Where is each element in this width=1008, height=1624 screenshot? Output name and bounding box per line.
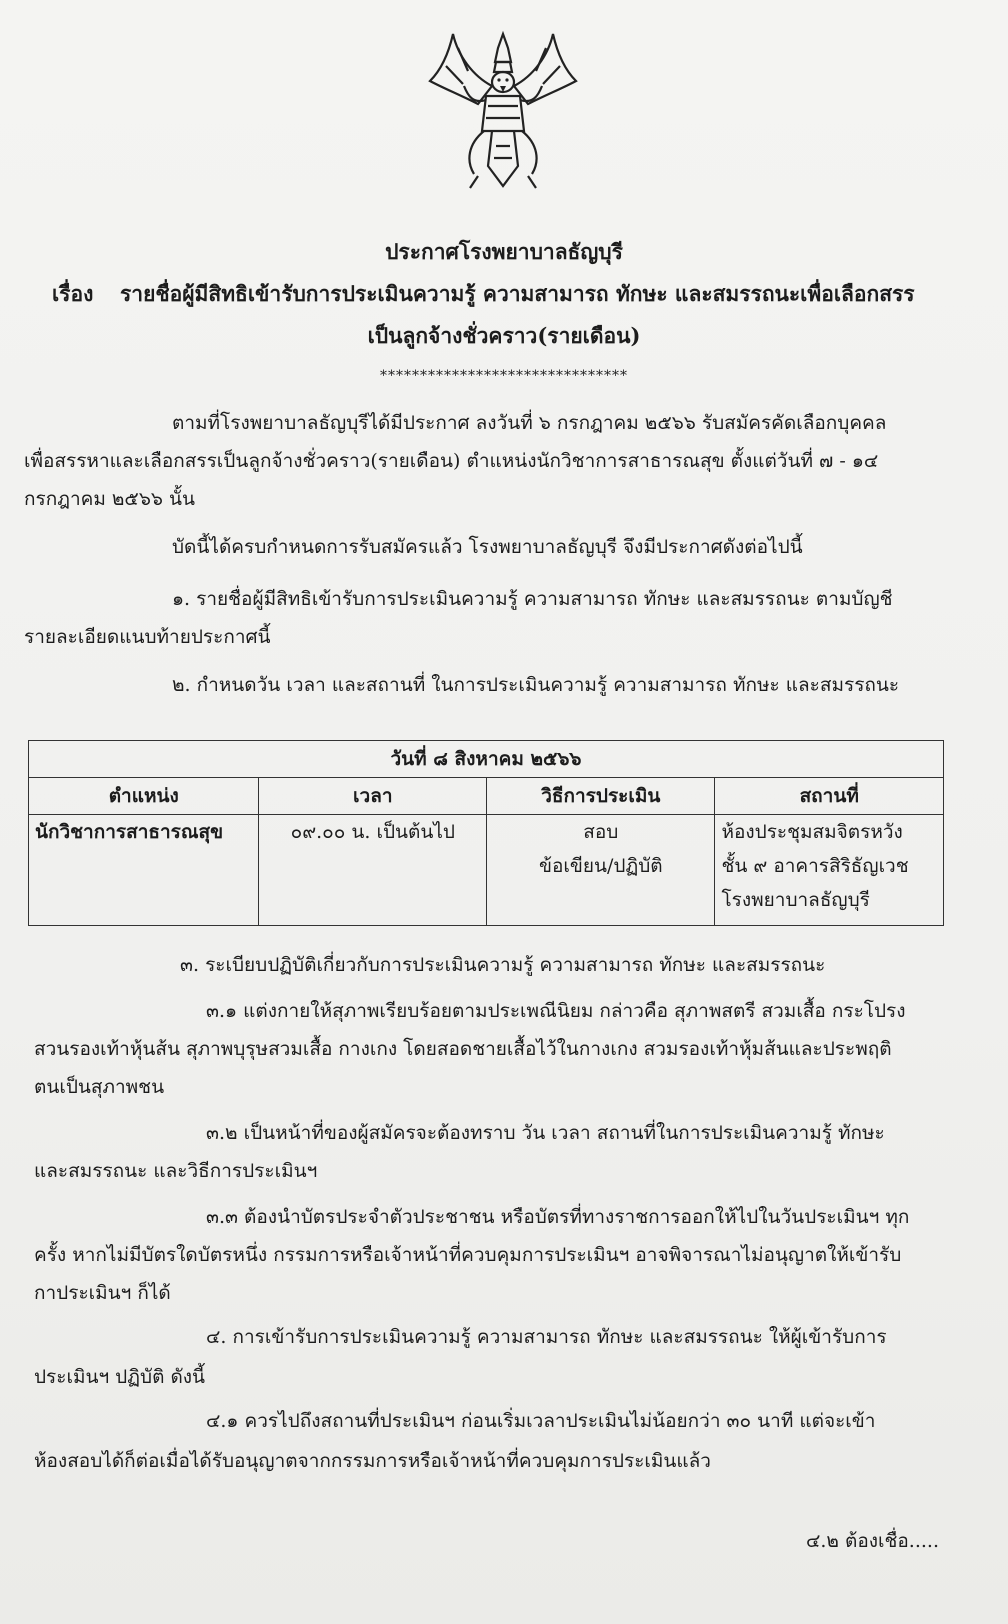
paragraph-1-line-3: กรกฎาคม ๒๕๖๖ นั้น (24, 488, 195, 510)
cell-place (715, 815, 944, 926)
column-header-place: สถานที่ (715, 778, 944, 815)
item-3-1-line-3: ตนเป็นสุภาพชน (34, 1076, 165, 1098)
place-line-2: ชั้น ๙ อาคารสิริธัญเวช (721, 855, 909, 877)
table-row (29, 815, 944, 926)
item-1-line-2: รายละเอียดแนบท้ายประกาศนี้ (24, 626, 271, 648)
item-3-3-line-1: ๓.๓ ต้องนำบัตรประจำตัวประชาชน หรือบัตรที่ทางราชการออกให้ไปในวันประเมินฯ ทุก (206, 1206, 910, 1228)
item-3-1-line-1: ๓.๑ แต่งกายให้สุภาพเรียบร้อยตามประเพณีนิยม กล่าวคือ สุภาพสตรี สวมเสื้อ กระโปรง (206, 1000, 906, 1022)
item-3-3-line-2: ครั้ง หากไม่มีบัตรใดบัตรหนึ่ง กรรมการหรือเจ้าหน้าที่ควบคุมการประเมินฯ อาจพิจารณาไม่อนุญาตให้เข้ารับ (34, 1244, 902, 1266)
item-1-line-1: ๑. รายชื่อผู้มีสิทธิเข้ารับการประเมินความรู้ ความสามารถ ทักษะ และสมรรถนะ ตามบัญชี (172, 588, 893, 610)
schedule-table (28, 740, 944, 926)
item-4-line-2: ประเมินฯ ปฏิบัติ ดังนี้ (34, 1366, 206, 1388)
cell-time: ๐๙.๐๐ น. เป็นต้นไป (259, 815, 487, 926)
paragraph-1-line-2: เพื่อสรรหาและเลือกสรรเป็นลูกจ้างชั่วคราว(รายเดือน) ตำแหน่งนักวิชาการสาธารณสุข ตั้งแต่วันที่ ๗ - ๑๔ (24, 450, 879, 472)
separator: ******************************* (380, 368, 628, 384)
cell-method (487, 815, 715, 926)
item-3-2-line-1: ๓.๒ เป็นหน้าที่ของผู้สมัครจะต้องทราบ วัน เวลา สถานที่ในการประเมินความรู้ ทักษะ (206, 1122, 885, 1144)
item-3-2-line-2: และสมรรถนะ และวิธีการประเมินฯ (34, 1160, 318, 1182)
column-header-position: ตำแหน่ง (29, 778, 259, 815)
item-3-3-line-3: กาประเมินฯ ก็ได้ (34, 1282, 171, 1304)
paragraph-2: บัดนี้ได้ครบกำหนดการรับสมัครแล้ว โรงพยาบาลธัญบุรี จึงมีประกาศดังต่อไปนี้ (172, 536, 803, 558)
item-4-line-1: ๔. การเข้ารับการประเมินความรู้ ความสามารถ ทักษะ และสมรรถนะ ให้ผู้เข้ารับการ (206, 1326, 887, 1348)
item-3: ๓. ระเบียบปฏิบัติเกี่ยวกับการประเมินความรู้ ความสามารถ ทักษะ และสมรรถนะ (180, 954, 826, 976)
schedule-date-header: วันที่ ๘ สิงหาคม ๒๕๖๖ (29, 741, 944, 778)
item-2: ๒. กำหนดวัน เวลา และสถานที่ ในการประเมินความรู้ ความสามารถ ทักษะ และสมรรถนะ (172, 674, 900, 696)
method-line-2: ข้อเขียน/ปฏิบัติ (538, 855, 663, 877)
paragraph-1-line-1: ตามที่โรงพยาบาลธัญบุรีได้มีประกาศ ลงวันที่ ๖ กรกฎาคม ๒๕๖๖ รับสมัครคัดเลือกบุคคล (172, 412, 887, 434)
subject-line-2: เป็นลูกจ้างชั่วคราว(รายเดือน) (367, 323, 641, 348)
subject-label: เรื่อง (52, 281, 94, 306)
announcement-title: ประกาศโรงพยาบาลธัญบุรี (385, 239, 623, 264)
item-3-1-line-2: สวนรองเท้าหุ้นส้น สุภาพบุรุษสวมเสื้อ กางเกง โดยสอดชายเสื้อไว้ในกางเกง สวมรองเท้าหุ้มส้นและประพฤติ (34, 1038, 892, 1060)
cell-position: นักวิชาการสาธารณสุข (29, 815, 259, 926)
place-line-3: โรงพยาบาลธัญบุรี (721, 889, 870, 911)
column-header-method: วิธีการประเมิน (487, 778, 715, 815)
method-line-1: สอบ (583, 821, 619, 843)
item-4-1-line-1: ๔.๑ ควรไปถึงสถานที่ประเมินฯ ก่อนเริ่มเวลาประเมินไม่น้อยกว่า ๓๐ นาที แต่จะเข้า (206, 1410, 876, 1432)
item-4-1-line-2: ห้องสอบได้ก็ต่อเมื่อได้รับอนุญาตจากกรรมการหรือเจ้าหน้าที่ควบคุมการประเมินแล้ว (34, 1450, 711, 1472)
place-line-1: ห้องประชุมสมจิตรหวัง (721, 821, 903, 843)
subject-line-1: รายชื่อผู้มีสิทธิเข้ารับการประเมินความรู้ ความสามารถ ทักษะ และสมรรถนะเพื่อเลือกสรร (120, 281, 915, 306)
column-header-time: เวลา (259, 778, 487, 815)
garuda-emblem-icon (418, 26, 588, 196)
continued-marker: ๔.๒ ต้องเชื่อ..... (806, 1530, 940, 1552)
